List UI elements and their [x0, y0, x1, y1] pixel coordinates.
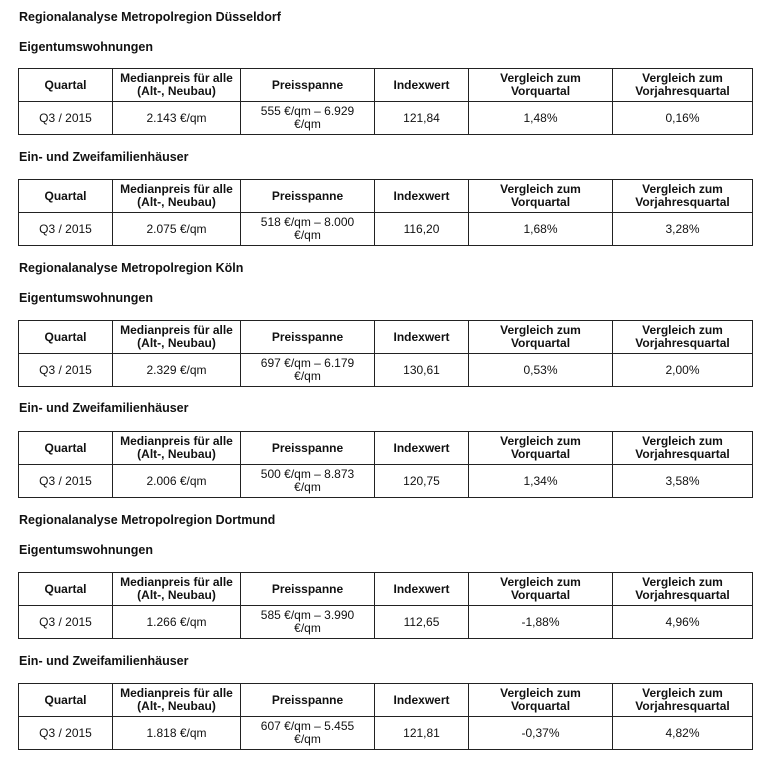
header-vorquartal: Vergleich zum Vorquartal: [469, 573, 613, 606]
cell-vorjahresquartal: 4,82%: [613, 717, 753, 750]
category-title-haeuser-koeln: Ein- und Zweifamilienhäuser: [19, 401, 189, 415]
cell-vorjahresquartal: 3,58%: [613, 465, 753, 498]
table-row: [19, 465, 753, 498]
header-quartal: Quartal: [19, 321, 113, 354]
region-title-koeln: Regionalanalyse Metropolregion Köln: [19, 261, 244, 275]
cell-medianpreis: 1.266 €/qm: [113, 606, 241, 639]
header-medianpreis: Medianpreis für alle (Alt-, Neubau): [113, 69, 241, 102]
cell-vorjahresquartal: 4,96%: [613, 606, 753, 639]
header-preisspanne: Preisspanne: [241, 69, 375, 102]
table-header-row: [19, 180, 753, 213]
header-vorjahresquartal: Vergleich zum Vorjahresquartal: [613, 321, 753, 354]
price-table-dortmund-eigentumswohnungen: [18, 572, 753, 639]
table-header-row: [19, 432, 753, 465]
cell-vorquartal: 1,34%: [469, 465, 613, 498]
cell-vorjahresquartal: 2,00%: [613, 354, 753, 387]
category-title-eigentumswohnungen-duesseldorf: Eigentumswohnungen: [19, 40, 154, 54]
cell-medianpreis: 2.329 €/qm: [113, 354, 241, 387]
header-quartal: Quartal: [19, 180, 113, 213]
header-quartal: Quartal: [19, 684, 113, 717]
header-vorjahresquartal: Vergleich zum Vorjahresquartal: [613, 573, 753, 606]
header-vorquartal: Vergleich zum Vorquartal: [469, 321, 613, 354]
cell-quartal: Q3 / 2015: [19, 354, 113, 387]
table-header-row: [19, 684, 753, 717]
category-title-eigentumswohnungen-koeln: Eigentumswohnungen: [19, 291, 154, 305]
cell-indexwert: 120,75: [375, 465, 469, 498]
header-medianpreis: Medianpreis für alle (Alt-, Neubau): [113, 573, 241, 606]
price-table-duesseldorf-eigentumswohnungen: [18, 68, 753, 135]
table-row: [19, 606, 753, 639]
header-indexwert: Indexwert: [375, 69, 469, 102]
price-table-duesseldorf-haeuser: [18, 179, 753, 246]
region-title-duesseldorf: Regionalanalyse Metropolregion Düsseldorf: [19, 10, 281, 24]
header-quartal: Quartal: [19, 432, 113, 465]
cell-quartal: Q3 / 2015: [19, 606, 113, 639]
header-medianpreis: Medianpreis für alle (Alt-, Neubau): [113, 684, 241, 717]
cell-indexwert: 121,81: [375, 717, 469, 750]
cell-preisspanne: 607 €/qm – 5.455 €/qm: [241, 717, 375, 750]
header-indexwert: Indexwert: [375, 684, 469, 717]
header-vorjahresquartal: Vergleich zum Vorjahresquartal: [613, 684, 753, 717]
cell-vorquartal: -1,88%: [469, 606, 613, 639]
header-quartal: Quartal: [19, 573, 113, 606]
header-indexwert: Indexwert: [375, 573, 469, 606]
category-title-eigentumswohnungen-dortmund: Eigentumswohnungen: [19, 543, 154, 557]
cell-quartal: Q3 / 2015: [19, 717, 113, 750]
cell-quartal: Q3 / 2015: [19, 465, 113, 498]
table-header-row: [19, 321, 753, 354]
header-preisspanne: Preisspanne: [241, 321, 375, 354]
cell-indexwert: 121,84: [375, 102, 469, 135]
cell-vorjahresquartal: 0,16%: [613, 102, 753, 135]
header-vorjahresquartal: Vergleich zum Vorjahresquartal: [613, 69, 753, 102]
header-vorquartal: Vergleich zum Vorquartal: [469, 684, 613, 717]
table-row: [19, 102, 753, 135]
cell-vorquartal: 1,48%: [469, 102, 613, 135]
header-medianpreis: Medianpreis für alle (Alt-, Neubau): [113, 321, 241, 354]
header-vorquartal: Vergleich zum Vorquartal: [469, 180, 613, 213]
table-row: [19, 717, 753, 750]
header-indexwert: Indexwert: [375, 432, 469, 465]
cell-indexwert: 112,65: [375, 606, 469, 639]
cell-preisspanne: 500 €/qm – 8.873 €/qm: [241, 465, 375, 498]
table-row: [19, 213, 753, 246]
cell-indexwert: 116,20: [375, 213, 469, 246]
cell-preisspanne: 585 €/qm – 3.990 €/qm: [241, 606, 375, 639]
cell-preisspanne: 555 €/qm – 6.929 €/qm: [241, 102, 375, 135]
cell-preisspanne: 518 €/qm – 8.000 €/qm: [241, 213, 375, 246]
region-title-dortmund: Regionalanalyse Metropolregion Dortmund: [19, 513, 276, 527]
table-header-row: [19, 69, 753, 102]
header-indexwert: Indexwert: [375, 180, 469, 213]
price-table-koeln-eigentumswohnungen: [18, 320, 753, 387]
cell-medianpreis: 2.143 €/qm: [113, 102, 241, 135]
header-vorquartal: Vergleich zum Vorquartal: [469, 69, 613, 102]
header-vorjahresquartal: Vergleich zum Vorjahresquartal: [613, 180, 753, 213]
header-preisspanne: Preisspanne: [241, 432, 375, 465]
header-preisspanne: Preisspanne: [241, 180, 375, 213]
cell-indexwert: 130,61: [375, 354, 469, 387]
header-medianpreis: Medianpreis für alle (Alt-, Neubau): [113, 432, 241, 465]
table-row: [19, 354, 753, 387]
header-preisspanne: Preisspanne: [241, 684, 375, 717]
cell-vorjahresquartal: 3,28%: [613, 213, 753, 246]
category-title-haeuser-dortmund: Ein- und Zweifamilienhäuser: [19, 654, 189, 668]
price-table-dortmund-haeuser: [18, 683, 753, 750]
cell-medianpreis: 2.075 €/qm: [113, 213, 241, 246]
cell-vorquartal: 0,53%: [469, 354, 613, 387]
cell-quartal: Q3 / 2015: [19, 102, 113, 135]
header-medianpreis: Medianpreis für alle (Alt-, Neubau): [113, 180, 241, 213]
cell-vorquartal: 1,68%: [469, 213, 613, 246]
cell-quartal: Q3 / 2015: [19, 213, 113, 246]
header-vorjahresquartal: Vergleich zum Vorjahresquartal: [613, 432, 753, 465]
header-preisspanne: Preisspanne: [241, 573, 375, 606]
cell-vorquartal: -0,37%: [469, 717, 613, 750]
header-quartal: Quartal: [19, 69, 113, 102]
cell-preisspanne: 697 €/qm – 6.179 €/qm: [241, 354, 375, 387]
table-header-row: [19, 573, 753, 606]
header-indexwert: Indexwert: [375, 321, 469, 354]
price-table-koeln-haeuser: [18, 431, 753, 498]
cell-medianpreis: 1.818 €/qm: [113, 717, 241, 750]
category-title-haeuser-duesseldorf: Ein- und Zweifamilienhäuser: [19, 150, 189, 164]
cell-medianpreis: 2.006 €/qm: [113, 465, 241, 498]
header-vorquartal: Vergleich zum Vorquartal: [469, 432, 613, 465]
